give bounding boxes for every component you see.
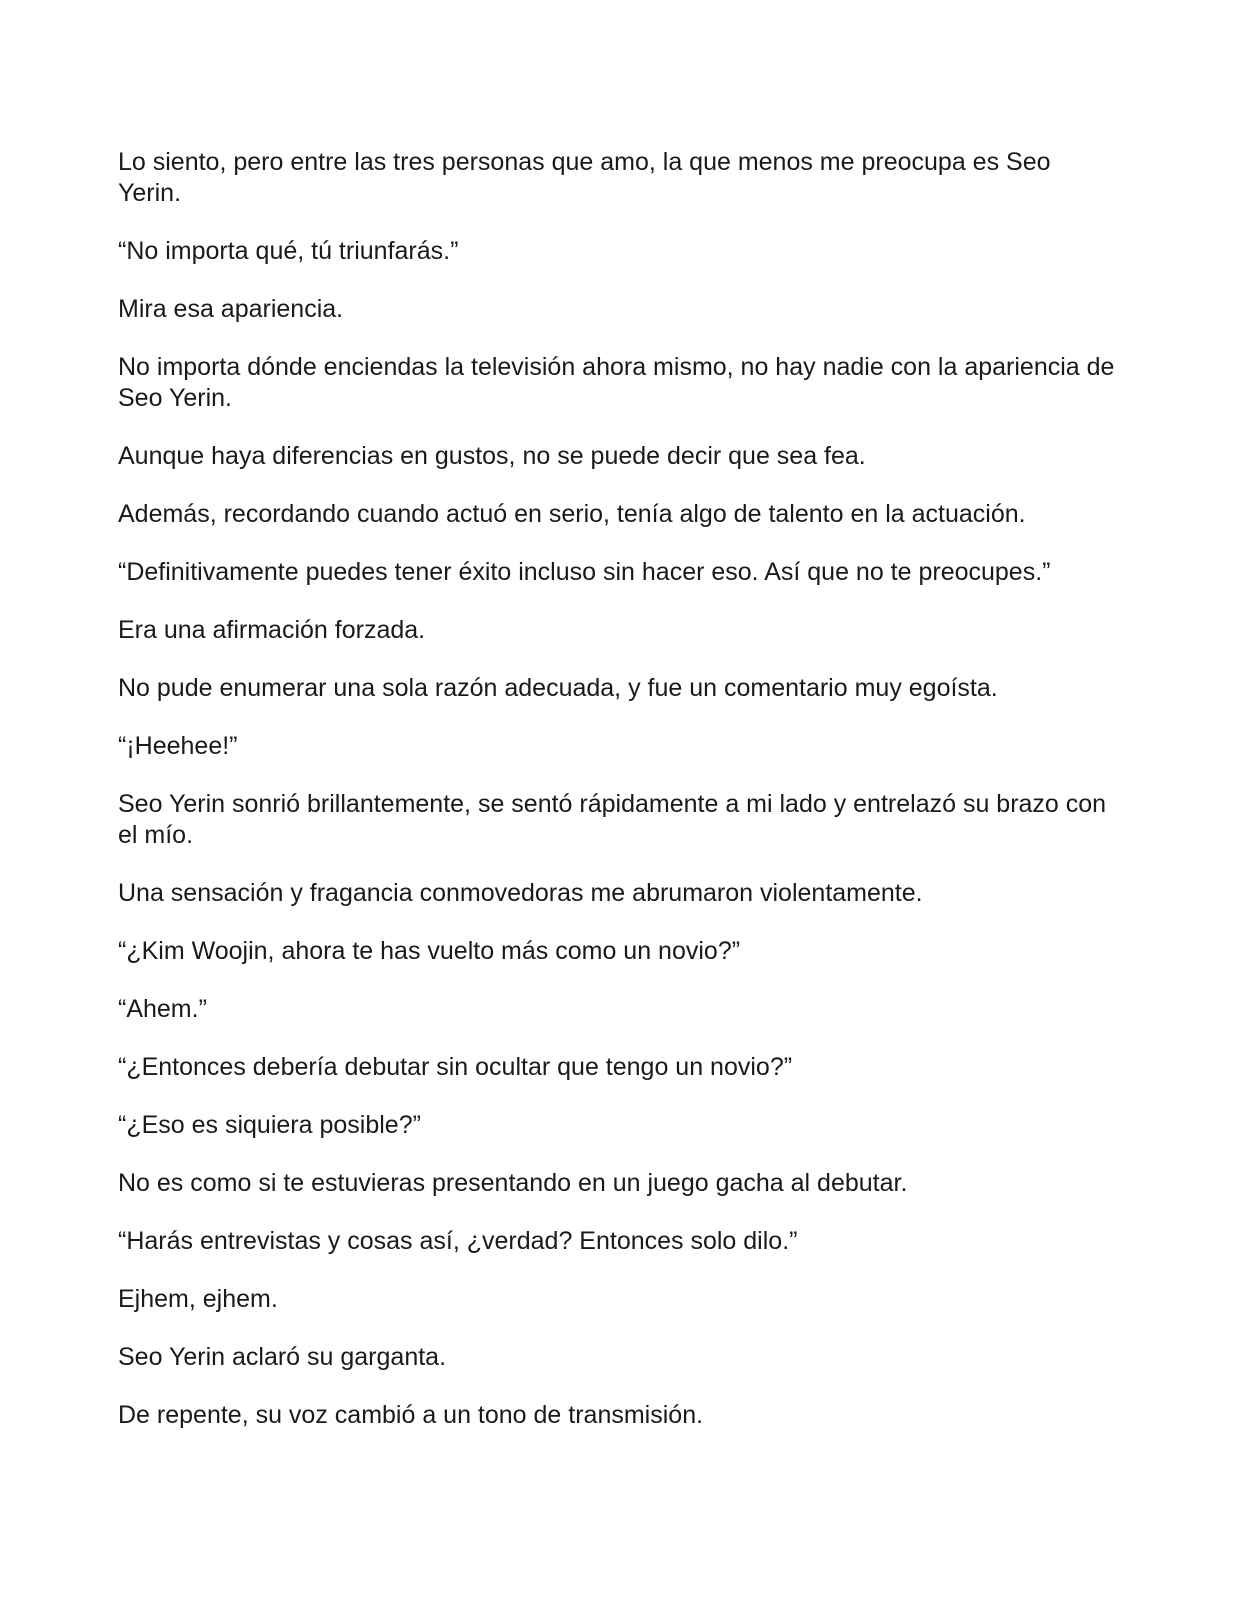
paragraph: “Definitivamente puedes tener éxito incluso sin hacer eso. Así que no te preocupes.” [118, 558, 1051, 586]
paragraph: “No importa qué, tú triunfarás.” [118, 237, 459, 265]
paragraph: Seo Yerin sonrió brillantemente, se sentó rápidamente a mi lado y entrelazó su brazo con el mío. [118, 790, 1107, 849]
paragraph: No pude enumerar una sola razón adecuada, y fue un comentario muy egoísta. [118, 674, 998, 702]
paragraph: “¿Eso es siquiera posible?” [118, 1111, 421, 1139]
paragraph: Era una afirmación forzada. [118, 616, 426, 644]
paragraph: De repente, su voz cambió a un tono de transmisión. [118, 1401, 704, 1429]
document-body [118, 147, 1118, 1431]
paragraph: “Harás entrevistas y cosas así, ¿verdad? Entonces solo dilo.” [118, 1227, 798, 1255]
paragraph: Ejhem, ejhem. [118, 1285, 278, 1313]
paragraph: Aunque haya diferencias en gustos, no se puede decir que sea fea. [118, 442, 866, 470]
paragraph: “Ahem.” [118, 995, 207, 1023]
paragraph: Seo Yerin aclaró su garganta. [118, 1343, 447, 1371]
paragraph: “¿Kim Woojin, ahora te has vuelto más como un novio?” [118, 937, 741, 965]
paragraph: Una sensación y fragancia conmovedoras me abrumaron violentamente. [118, 879, 923, 907]
paragraph: Mira esa apariencia. [118, 295, 344, 323]
paragraph: No importa dónde enciendas la televisión ahora mismo, no hay nadie con la apariencia de Seo Yerin. [118, 353, 1115, 412]
paragraph: Además, recordando cuando actuó en serio, tenía algo de talento en la actuación. [118, 500, 1026, 528]
paragraph: “¡Heehee!” [118, 732, 238, 760]
paragraph: No es como si te estuvieras presentando en un juego gacha al debutar. [118, 1169, 908, 1197]
paragraph: “¿Entonces debería debutar sin ocultar que tengo un novio?” [118, 1053, 793, 1081]
paragraph: Lo siento, pero entre las tres personas que amo, la que menos me preocupa es Seo Yerin. [118, 148, 1051, 207]
